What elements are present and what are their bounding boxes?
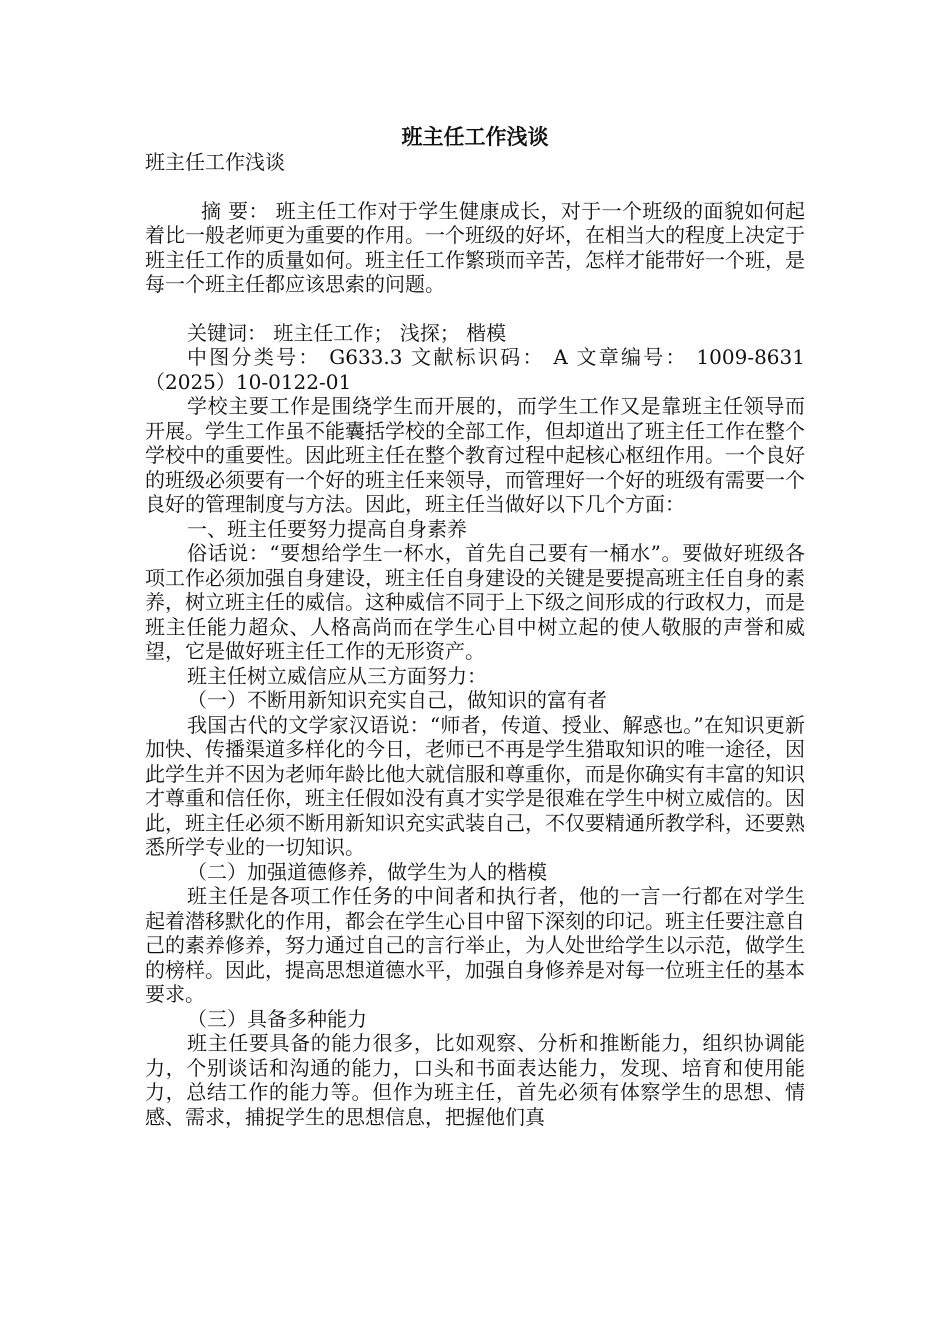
document-subtitle: 班主任工作浅谈 bbox=[145, 150, 285, 174]
section-heading: 一、班主任要努力提高自身素养 bbox=[187, 516, 467, 541]
subsection-heading: （二）加强道德修养，做学生为人的楷模 bbox=[187, 859, 547, 884]
document-body bbox=[145, 150, 805, 1129]
body-paragraph: 学校主要工作是围绕学生而开展的，而学生工作又是靠班主任领导而开展。学生工作虽不能囊括学校的全部工作，但却道出了班主任工作在整个学校中的重要性。因此班主任在整个教育过程中起核心枢纽作用。一个良好的班级必须要有一个好的班主任来领导，而管理好一个好的班级有需要一个良好的管理制度与方法。因此，班主任当做好以下几个方面： bbox=[145, 394, 805, 516]
body-paragraph: 俗话说：“要想给学生一杯水，首先自己要有一桶水”。要做好班级各项工作必须加强自身建设，班主任自身建设的关键是要提高班主任自身的素养，树立班主任的威信。这种威信不同于上下级之间形成的行政权力，而是班主任能力超众、人格高尚而在学生心目中树立起的使人敬服的声誉和威望，它是做好班主任工作的无形资产。 bbox=[145, 541, 805, 663]
subsection-heading: （三）具备多种能力 bbox=[187, 1006, 367, 1031]
body-paragraph: 我国古代的文学家汉语说：“师者，传道、授业、解惑也。”在知识更新加快、传播渠道多样化的今日，老师已不再是学生猎取知识的唯一途径，因此学生并不因为老师年龄比他大就信服和尊重你，而是你确实有丰富的知识才尊重和信任你，班主任假如没有真才实学是很难在学生中树立威信的。因此，班主任必须不断用新知识充实武装自己，不仅要精通所教学科，还要熟悉所学专业的一切知识。 bbox=[145, 712, 805, 859]
body-paragraph: 班主任是各项工作任务的中间者和执行者，他的一言一行都在对学生起着潜移默化的作用，都会在学生心目中留下深刻的印记。班主任要注意自己的素养修养，努力通过自己的言行举止，为人处世给学生以示范，做学生的榜样。因此，提高思想道德水平，加强自身修养是对每一位班主任的基本要求。 bbox=[145, 884, 805, 1006]
classification-line: 中图分类号： G633.3 文献标识码： A 文章编号： 1009-8631（2025）10-0122-01 bbox=[145, 345, 805, 394]
body-paragraph: 班主任树立威信应从三方面努力： bbox=[187, 663, 487, 688]
keywords-line: 关键词： 班主任工作； 浅探； 楷模 bbox=[187, 320, 507, 345]
abstract-paragraph: 摘 要： 班主任工作对于学生健康成长，对于一个班级的面貌如何起着比一般老师更为重要的作用。一个班级的好坏，在相当大的程度上决定于班主任工作的质量如何。班主任工作繁琐而辛苦，怎样才能带好一个班，是每一个班主任都应该思索的问题。 bbox=[145, 198, 805, 296]
document-title: 班主任工作浅谈 bbox=[401, 124, 549, 149]
body-paragraph: 班主任要具备的能力很多，比如观察、分析和推断能力，组织协调能力，个别谈话和沟通的能力，口头和书面表达能力，发现、培育和使用能力，总结工作的能力等。但作为班主任，首先必须有体察学生的思想、情感、需求，捕捉学生的思想信息，把握他们真 bbox=[145, 1031, 805, 1129]
subsection-heading: （一）不断用新知识充实自己，做知识的富有者 bbox=[187, 688, 607, 712]
